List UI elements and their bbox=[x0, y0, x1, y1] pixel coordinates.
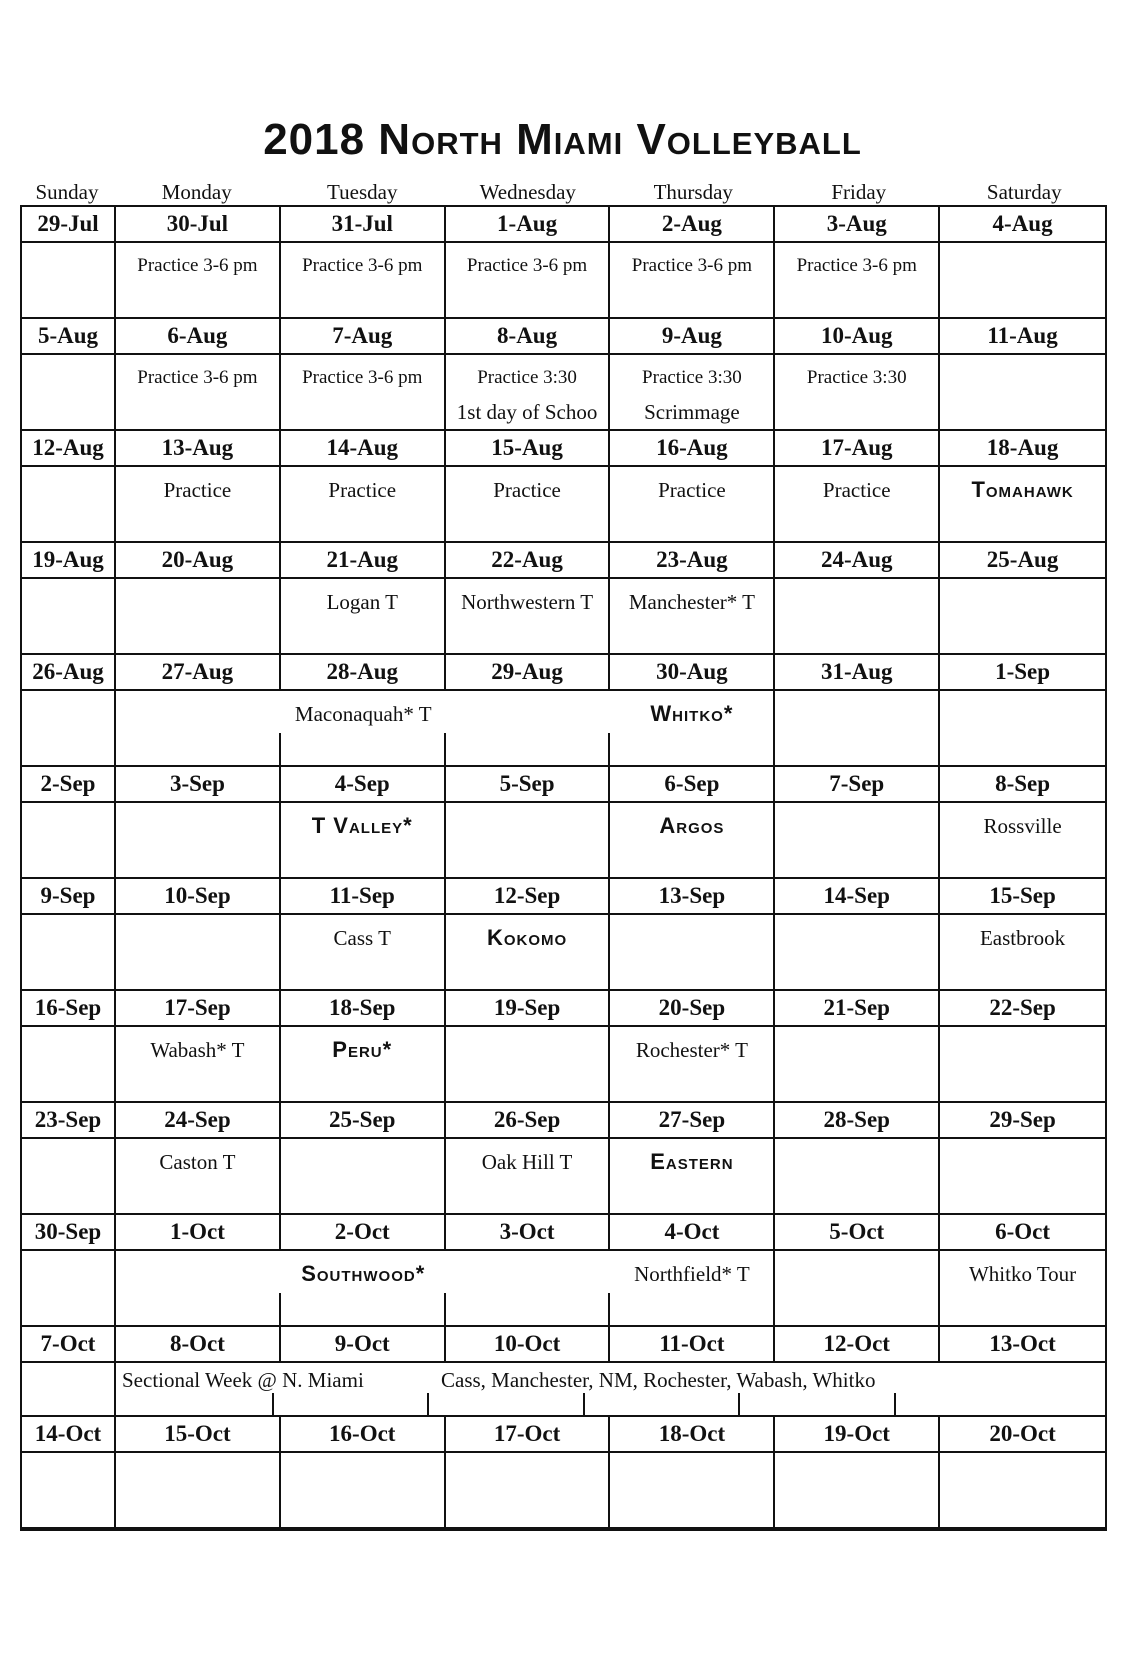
event-cell bbox=[281, 355, 446, 431]
event-cell bbox=[610, 691, 775, 767]
event-cell bbox=[940, 915, 1105, 991]
date-cell: 2-Oct bbox=[281, 1215, 446, 1251]
date-cell: 29-Aug bbox=[446, 655, 611, 691]
event-label: Northfield* T bbox=[634, 1262, 750, 1286]
date-cell: 15-Aug bbox=[446, 431, 611, 467]
event-cell bbox=[610, 1453, 775, 1529]
event-cell bbox=[446, 579, 611, 655]
date-cell: 11-Sep bbox=[281, 879, 446, 915]
event-cell bbox=[775, 1251, 940, 1327]
date-cell: 19-Sep bbox=[446, 991, 611, 1027]
event-cell bbox=[281, 915, 446, 991]
event-cell bbox=[940, 355, 1105, 431]
event-cell bbox=[116, 691, 281, 767]
event-cell bbox=[940, 579, 1105, 655]
event-cell bbox=[610, 803, 775, 879]
event-cell bbox=[116, 1453, 281, 1529]
event-label: Practice bbox=[822, 478, 891, 502]
event-cell bbox=[610, 1139, 775, 1215]
date-cell: 30-Aug bbox=[610, 655, 775, 691]
weekday-header bbox=[20, 180, 1107, 204]
date-cell: 20-Oct bbox=[940, 1417, 1105, 1453]
date-cell: 12-Aug bbox=[22, 431, 116, 467]
date-cell: 18-Aug bbox=[940, 431, 1105, 467]
week-row bbox=[22, 1417, 1105, 1529]
date-cell: 25-Aug bbox=[940, 543, 1105, 579]
sectional-title: Sectional Week @ N. Miami bbox=[122, 1368, 364, 1392]
event-label: Manchester* T bbox=[628, 590, 755, 614]
event-cell bbox=[446, 1453, 611, 1529]
date-cell: 7-Aug bbox=[281, 319, 446, 355]
date-cell: 14-Aug bbox=[281, 431, 446, 467]
day-label: Saturday bbox=[986, 180, 1062, 204]
event-cell bbox=[775, 1027, 940, 1103]
date-cell: 31-Aug bbox=[775, 655, 940, 691]
date-cell: 14-Sep bbox=[775, 879, 940, 915]
event-cell bbox=[22, 467, 116, 543]
event-label: Rochester* T bbox=[635, 1038, 748, 1062]
event-cell bbox=[775, 243, 940, 319]
date-cell: 26-Sep bbox=[446, 1103, 611, 1139]
event-cell bbox=[22, 579, 116, 655]
date-cell: 28-Sep bbox=[775, 1103, 940, 1139]
event-label: Whitko* bbox=[650, 701, 734, 726]
cell-divider bbox=[272, 1393, 274, 1415]
date-cell: 14-Oct bbox=[22, 1417, 116, 1453]
date-cell: 8-Aug bbox=[446, 319, 611, 355]
event-cell bbox=[775, 803, 940, 879]
event-label: Eastern bbox=[650, 1149, 734, 1174]
day-label: Wednesday bbox=[479, 180, 576, 204]
calendar-grid bbox=[20, 205, 1107, 1531]
date-cell: 21-Sep bbox=[775, 991, 940, 1027]
event-label: Logan T bbox=[326, 590, 398, 614]
event-label: Practice 3:30 bbox=[477, 367, 577, 388]
event-label: Wabash* T bbox=[150, 1038, 245, 1062]
date-cell: 29-Sep bbox=[940, 1103, 1105, 1139]
date-cell: 26-Aug bbox=[22, 655, 116, 691]
date-cell: 21-Aug bbox=[281, 543, 446, 579]
event-cell bbox=[610, 579, 775, 655]
event-cell bbox=[281, 1453, 446, 1529]
date-cell: 13-Sep bbox=[610, 879, 775, 915]
event-cell bbox=[446, 915, 611, 991]
cell-divider bbox=[427, 1393, 429, 1415]
event-cell bbox=[116, 803, 281, 879]
date-cell: 27-Sep bbox=[610, 1103, 775, 1139]
date-cell: 22-Aug bbox=[446, 543, 611, 579]
day-label: Monday bbox=[161, 180, 232, 204]
week-row bbox=[22, 1215, 1105, 1327]
week-row bbox=[22, 767, 1105, 879]
date-cell: 8-Sep bbox=[940, 767, 1105, 803]
date-cell: 12-Oct bbox=[775, 1327, 940, 1363]
event-cell bbox=[775, 691, 940, 767]
date-cell: 7-Sep bbox=[775, 767, 940, 803]
date-cell: 24-Aug bbox=[775, 543, 940, 579]
event-cell bbox=[281, 691, 446, 767]
week-row bbox=[22, 319, 1105, 431]
event-cell bbox=[446, 1027, 611, 1103]
event-cell bbox=[281, 1251, 446, 1327]
event-label: Practice 3-6 pm bbox=[466, 255, 588, 276]
event-cell bbox=[22, 243, 116, 319]
event-cell bbox=[446, 1139, 611, 1215]
date-cell: 4-Sep bbox=[281, 767, 446, 803]
cell-divider bbox=[894, 1393, 896, 1415]
date-cell: 9-Sep bbox=[22, 879, 116, 915]
date-cell: 16-Oct bbox=[281, 1417, 446, 1453]
event-cell bbox=[22, 915, 116, 991]
event-label: Practice bbox=[328, 478, 397, 502]
day-label: Tuesday bbox=[327, 180, 398, 204]
date-cell: 17-Sep bbox=[116, 991, 281, 1027]
event-cell bbox=[22, 1251, 116, 1327]
date-cell: 20-Aug bbox=[116, 543, 281, 579]
date-cell: 2-Aug bbox=[610, 207, 775, 243]
sectional-teams: Cass, Manchester, NM, Rochester, Wabash, Whitko bbox=[441, 1368, 876, 1392]
date-cell: 16-Sep bbox=[22, 991, 116, 1027]
event-label: Eastbrook bbox=[979, 926, 1066, 950]
date-cell: 9-Oct bbox=[281, 1327, 446, 1363]
date-cell: 4-Oct bbox=[610, 1215, 775, 1251]
event-cell bbox=[116, 243, 281, 319]
event-cell bbox=[446, 803, 611, 879]
event-cell bbox=[446, 243, 611, 319]
event-label: Northwestern T bbox=[461, 590, 594, 614]
event-label: Practice 3-6 pm bbox=[631, 255, 753, 276]
week-row bbox=[22, 207, 1105, 319]
event-label: Caston T bbox=[159, 1150, 236, 1174]
event-cell bbox=[22, 1139, 116, 1215]
cell-divider bbox=[738, 1393, 740, 1415]
event-cell bbox=[610, 243, 775, 319]
event-cell bbox=[940, 1453, 1105, 1529]
date-cell: 6-Sep bbox=[610, 767, 775, 803]
event-cell bbox=[281, 1027, 446, 1103]
event-label: Oak Hill T bbox=[481, 1150, 573, 1174]
event-cell bbox=[775, 467, 940, 543]
date-cell: 15-Oct bbox=[116, 1417, 281, 1453]
date-cell: 8-Oct bbox=[116, 1327, 281, 1363]
event-cell bbox=[610, 1251, 775, 1327]
event-cell bbox=[775, 579, 940, 655]
event-label: Practice bbox=[658, 478, 726, 502]
event-cell bbox=[116, 467, 281, 543]
event-cell bbox=[116, 915, 281, 991]
date-cell: 13-Aug bbox=[116, 431, 281, 467]
week-row bbox=[22, 1327, 1105, 1417]
event-cell bbox=[610, 467, 775, 543]
event-label: Practice bbox=[163, 478, 232, 502]
event-cell bbox=[775, 915, 940, 991]
page-title: 2018 North Miami Volleyball bbox=[263, 115, 862, 164]
date-cell: 27-Aug bbox=[116, 655, 281, 691]
event-cell bbox=[446, 355, 611, 431]
event-cell bbox=[22, 1363, 116, 1417]
date-cell: 30-Jul bbox=[116, 207, 281, 243]
date-cell: 1-Oct bbox=[116, 1215, 281, 1251]
date-cell: 12-Sep bbox=[446, 879, 611, 915]
day-label: Sunday bbox=[35, 180, 99, 204]
date-cell: 11-Aug bbox=[940, 319, 1105, 355]
date-cell: 5-Sep bbox=[446, 767, 611, 803]
event-cell bbox=[116, 1139, 281, 1215]
date-cell: 7-Oct bbox=[22, 1327, 116, 1363]
event-label: Whitko Tour bbox=[968, 1262, 1077, 1286]
date-cell: 3-Aug bbox=[775, 207, 940, 243]
event-cell bbox=[281, 1139, 446, 1215]
date-cell: 4-Aug bbox=[940, 207, 1105, 243]
event-cell bbox=[775, 355, 940, 431]
event-cell bbox=[22, 1027, 116, 1103]
week-row bbox=[22, 431, 1105, 543]
date-cell: 17-Aug bbox=[775, 431, 940, 467]
week-row bbox=[22, 543, 1105, 655]
event-cell bbox=[281, 579, 446, 655]
event-cell bbox=[22, 691, 116, 767]
date-cell: 5-Aug bbox=[22, 319, 116, 355]
date-cell: 2-Sep bbox=[22, 767, 116, 803]
event-label: T Valley* bbox=[311, 813, 413, 838]
event-cell bbox=[610, 355, 775, 431]
event-label: Cass T bbox=[333, 926, 391, 950]
date-cell: 9-Aug bbox=[610, 319, 775, 355]
date-cell: 3-Oct bbox=[446, 1215, 611, 1251]
date-cell: 16-Aug bbox=[610, 431, 775, 467]
date-cell: 19-Oct bbox=[775, 1417, 940, 1453]
event-cell bbox=[446, 1251, 611, 1327]
sectional-note bbox=[116, 1363, 1105, 1417]
event-cell bbox=[940, 467, 1105, 543]
event-cell bbox=[116, 1251, 281, 1327]
date-cell: 6-Aug bbox=[116, 319, 281, 355]
event-cell bbox=[610, 915, 775, 991]
event-cell bbox=[116, 355, 281, 431]
event-label: Practice 3-6 pm bbox=[796, 255, 917, 276]
event-cell bbox=[775, 1139, 940, 1215]
event-cell bbox=[940, 243, 1105, 319]
event-cell bbox=[940, 1139, 1105, 1215]
date-cell: 29-Jul bbox=[22, 207, 116, 243]
date-cell: 18-Oct bbox=[610, 1417, 775, 1453]
date-cell: 31-Jul bbox=[281, 207, 446, 243]
event-cell bbox=[940, 691, 1105, 767]
date-cell: 10-Oct bbox=[446, 1327, 611, 1363]
event-cell bbox=[22, 803, 116, 879]
date-cell: 10-Aug bbox=[775, 319, 940, 355]
event-cell bbox=[116, 1027, 281, 1103]
date-cell: 18-Sep bbox=[281, 991, 446, 1027]
date-cell: 25-Sep bbox=[281, 1103, 446, 1139]
cell-divider bbox=[583, 1393, 585, 1415]
event-label: Rossville bbox=[983, 814, 1062, 838]
date-cell: 6-Oct bbox=[940, 1215, 1105, 1251]
date-cell: 30-Sep bbox=[22, 1215, 116, 1251]
event-cell bbox=[775, 1453, 940, 1529]
event-cell bbox=[22, 1453, 116, 1529]
event-cell bbox=[446, 691, 611, 767]
day-label: Thursday bbox=[653, 180, 733, 204]
event-label: Practice 3-6 pm bbox=[302, 367, 423, 388]
date-cell: 22-Sep bbox=[940, 991, 1105, 1027]
event-label: Maconaquah* T bbox=[294, 702, 432, 726]
date-cell: 1-Aug bbox=[446, 207, 611, 243]
event-label: Practice 3:30 bbox=[806, 367, 907, 388]
event-label: Practice 3-6 pm bbox=[302, 255, 423, 276]
event-label: Tomahawk bbox=[971, 477, 1074, 502]
event-label: Practice 3-6 pm bbox=[137, 367, 258, 388]
event-label: Southwood* bbox=[301, 1261, 426, 1286]
event-cell bbox=[22, 355, 116, 431]
date-cell: 15-Sep bbox=[940, 879, 1105, 915]
date-cell: 19-Aug bbox=[22, 543, 116, 579]
date-cell: 23-Sep bbox=[22, 1103, 116, 1139]
event-label: Practice bbox=[493, 478, 561, 502]
week-row bbox=[22, 879, 1105, 991]
date-cell: 20-Sep bbox=[610, 991, 775, 1027]
date-cell: 11-Oct bbox=[610, 1327, 775, 1363]
event-label: Peru* bbox=[332, 1037, 393, 1062]
event-cell bbox=[940, 803, 1105, 879]
date-cell: 5-Oct bbox=[775, 1215, 940, 1251]
event-label: Practice 3-6 pm bbox=[137, 255, 258, 276]
event-cell bbox=[281, 803, 446, 879]
event-cell bbox=[940, 1251, 1105, 1327]
event-label: Argos bbox=[659, 813, 725, 838]
day-label: Friday bbox=[831, 180, 887, 204]
date-cell: 1-Sep bbox=[940, 655, 1105, 691]
event-label: 1st day of Schoo bbox=[456, 400, 598, 424]
date-cell: 23-Aug bbox=[610, 543, 775, 579]
event-cell bbox=[116, 579, 281, 655]
date-cell: 3-Sep bbox=[116, 767, 281, 803]
event-cell bbox=[446, 467, 611, 543]
event-label: Kokomo bbox=[486, 925, 568, 950]
event-cell bbox=[281, 243, 446, 319]
week-row bbox=[22, 991, 1105, 1103]
week-row bbox=[22, 655, 1105, 767]
event-cell bbox=[281, 467, 446, 543]
date-cell: 10-Sep bbox=[116, 879, 281, 915]
week-row bbox=[22, 1103, 1105, 1215]
event-cell bbox=[940, 1027, 1105, 1103]
date-cell: 17-Oct bbox=[446, 1417, 611, 1453]
event-label: Scrimmage bbox=[644, 400, 740, 424]
date-cell: 13-Oct bbox=[940, 1327, 1105, 1363]
date-cell: 28-Aug bbox=[281, 655, 446, 691]
event-label: Practice 3:30 bbox=[642, 367, 742, 388]
event-cell bbox=[610, 1027, 775, 1103]
date-cell: 24-Sep bbox=[116, 1103, 281, 1139]
